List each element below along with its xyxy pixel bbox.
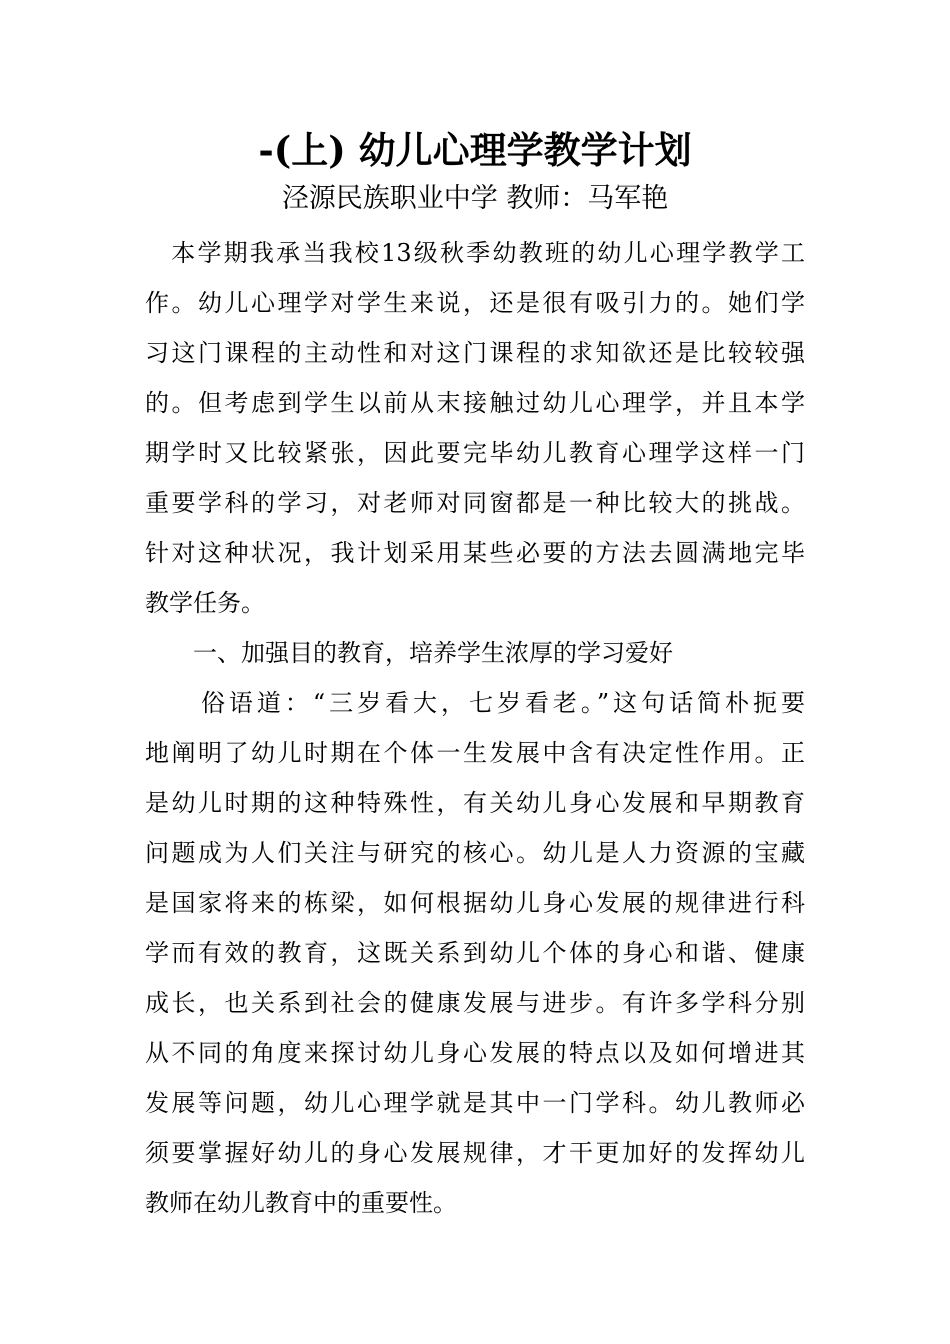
text-line: 习这门课程的主动性和对这门课程的求知欲还是比较较强 xyxy=(145,339,805,367)
text-line: 须要掌握好幼儿的身心发展规律，才干更加好的发挥幼儿 xyxy=(145,1139,805,1167)
document-body xyxy=(145,228,805,1228)
text-line: 是幼儿时期的这种特殊性，有关幼儿身心发展和早期教育 xyxy=(145,789,805,817)
text-line: 针对这种状况，我计划采用某些必要的方法去圆满地完毕 xyxy=(145,539,805,567)
text-line: 问题成为人们关注与研究的核心。幼儿是人力资源的宝藏 xyxy=(145,839,805,867)
text-line: 本学期我承当我校13级秋季幼教班的幼儿心理学教学工 xyxy=(145,239,805,267)
text-line: 发展等问题，幼儿心理学就是其中一门学科。幼儿教师必 xyxy=(145,1089,805,1117)
text-line: 地阐明了幼儿时期在个体一生发展中含有决定性作用。正 xyxy=(145,739,805,767)
section-heading: 一、加强目的教育，培养学生浓厚的学习爱好 xyxy=(145,639,673,667)
text-line: 教师在幼儿教育中的重要性。 xyxy=(145,1189,457,1217)
text-line: 是国家将来的栋梁，如何根据幼儿身心发展的规律进行科 xyxy=(145,889,805,917)
document-subtitle: 泾源民族职业中学 教师：马军艳 xyxy=(281,183,669,214)
text-line: 的。但考虑到学生以前从末接触过幼儿心理学，并且本学 xyxy=(145,389,805,417)
text-line: 期学时又比较紧张，因此要完毕幼儿教育心理学这样一门 xyxy=(145,439,805,467)
document-title: -(上) 幼儿心理学教学计划 xyxy=(258,128,692,172)
text-line: 俗语道：“三岁看大，七岁看老。”这句话简朴扼要 xyxy=(145,689,805,717)
text-line: 学而有效的教育，这既关系到幼儿个体的身心和谐、健康 xyxy=(145,939,805,967)
text-line: 作。幼儿心理学对学生来说，还是很有吸引力的。她们学 xyxy=(145,289,805,317)
text-line: 重要学科的学习，对老师对同窗都是一种比较大的挑战。 xyxy=(145,489,805,517)
text-line: 从不同的角度来探讨幼儿身心发展的特点以及如何增进其 xyxy=(145,1039,805,1067)
text-line: 成长，也关系到社会的健康发展与进步。有许多学科分别 xyxy=(145,989,805,1017)
text-line: 教学任务。 xyxy=(145,589,265,617)
